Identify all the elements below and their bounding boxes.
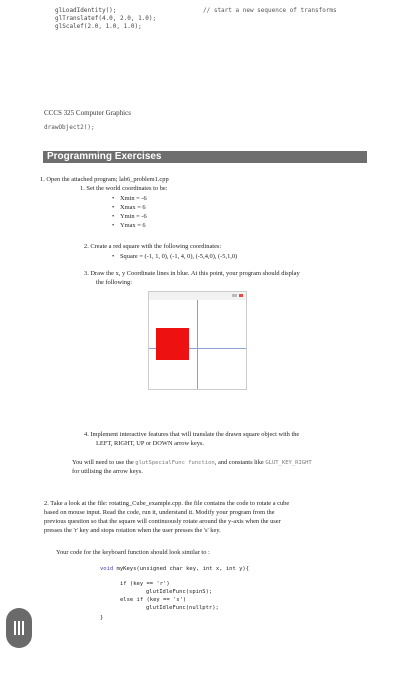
exercise-1-step-4: 4. Implement interactive features that will translate the drawn square object with the (84, 431, 300, 438)
code-line: } (100, 615, 104, 621)
section-banner (43, 151, 367, 163)
coord-item: • Ymax = 6 (120, 222, 146, 230)
grip-icon (18, 621, 20, 635)
red-square (156, 328, 189, 360)
exercise-1-step-2: 2. Create a red square with the following coordinates: (84, 243, 222, 250)
section-banner-title: Programming Exercises (47, 151, 162, 162)
exercise-1-intro: 1. Open the attached program; lab6_problem1.cpp (40, 176, 169, 183)
arrow-keys-note-cont: for utilising the arrow keys. (72, 468, 143, 475)
program-output-figure (148, 291, 247, 390)
code-line: glTranslatef(4.0, 2.0, 1.0); (55, 15, 157, 22)
keyboard-function-prompt: Your code for the keyboard function should look similar to : (56, 549, 210, 556)
grip-icon (14, 621, 16, 635)
code-line: glutIdleFunc(nullptr); (146, 605, 219, 611)
code-keyword: void (100, 566, 114, 572)
y-axis-line (197, 300, 198, 389)
window-titlebar (149, 292, 246, 300)
code-line: if (key == 'r') (120, 581, 170, 587)
code-snippet-top (55, 7, 156, 31)
code-comment: // start a new sequence of transforms (203, 7, 337, 14)
code-line (100, 566, 249, 574)
exercise-1-step-1: 1. Set the world coordinates to be: (80, 185, 168, 192)
coord-item: • Ymin = -6 (120, 213, 147, 221)
arrow-keys-note (72, 459, 312, 467)
exercise-1-step-3: 3. Draw the x, y Coordinate lines in blue. At this point, your program should display (84, 270, 300, 277)
coord-item: • Xmax = 6 (120, 204, 146, 212)
course-title: CCCS 325 Computer Graphics (44, 109, 131, 117)
code-line: glScalef(2.0, 1.0, 1.0); (55, 23, 142, 30)
exercise-2-line: previous question so that the square will continuously rotate around the y-axis when the user (44, 518, 281, 525)
window-control-icon (232, 294, 237, 297)
page-scroll-handle[interactable] (6, 608, 32, 648)
window-close-icon (239, 294, 243, 297)
inline-code: GLUT_KEY_RIGHT (265, 460, 312, 466)
exercise-1-step-3-cont: the following: (96, 279, 133, 286)
code-line: glLoadIdentity(); (55, 7, 117, 14)
exercise-2-line: 2. Take a look at the file: rotating_Cube_example.cpp. the file contains the code to rotate a cube (44, 500, 290, 507)
coord-item: • Xmin = -6 (120, 195, 147, 203)
code-line: glutIdleFunc(spinS); (146, 589, 213, 595)
exercise-2-line: presses the 'r' key and stops rotation when the user presses the 's' key. (44, 527, 221, 534)
code-text: myKeys(unsigned char key, int x, int y){ (113, 566, 250, 572)
code-line: else if (key == 's') (120, 597, 187, 603)
course-code-line: drawObject2(); (44, 124, 95, 131)
note-text: , and constants like (214, 459, 266, 466)
inline-code: glutSpecialFunc function (135, 460, 215, 466)
square-coordinates: • Square = (-1, 1, 0), (-1, 4, 0), (-5,4,0), (-5,1,0) (120, 253, 237, 261)
exercise-1-step-4-cont: LEFT, RIGHT, UP or DOWN arrow keys. (96, 440, 204, 447)
note-text: You will need to use the (72, 459, 136, 466)
grip-icon (22, 621, 24, 635)
exercise-2-line: based on mouse input. Read the code, run it, understand it. Modify your program from the (44, 509, 275, 516)
